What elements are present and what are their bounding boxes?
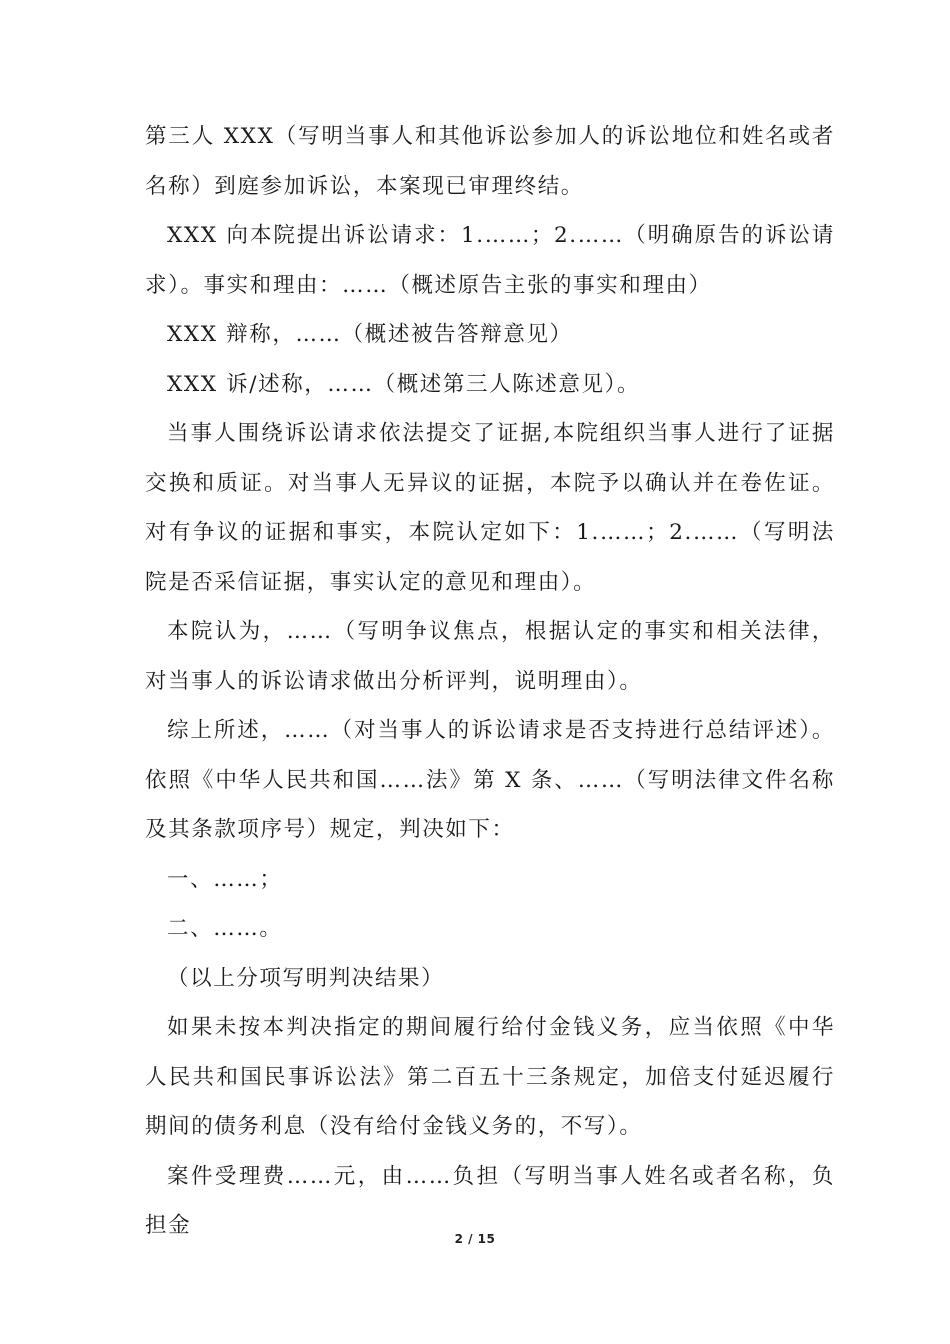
paragraph-late-payment: 如果未按本判决指定的期间履行给付金钱义务，应当依照《中华人民共和国民事诉讼法》第二百五十三条规定，加倍支付延迟履行期间的债务利息（没有给付金钱义务的，不写）。 bbox=[145, 1015, 835, 1139]
paragraph-judgment-item-1: 一、……； bbox=[167, 866, 283, 892]
paragraph-evidence: 当事人围绕诉讼请求依法提交了证据,本院组织当事人进行了证据交换和质证。对当事人无异议的证据，本院予以确认并在卷佐证。对有争议的证据和事实，本院认定如下：1.……；2.……（写明法院是否采信证据，事实认定的意见和理由）。 bbox=[145, 421, 835, 595]
paragraph-court-opinion: 本院认为，……（写明争议焦点，根据认定的事实和相关法律，对当事人的诉讼请求做出分析评判，说明理由）。 bbox=[145, 619, 835, 694]
paragraph-judgment-item-2: 二、……。 bbox=[167, 916, 283, 941]
paragraph-third-party-statement: XXX 诉/述称，……（概述第三人陈述意见）。 bbox=[167, 371, 641, 397]
document-body bbox=[145, 112, 835, 1251]
page-number: 2 / 15 bbox=[454, 1232, 496, 1246]
paragraph-third-party: 第三人 XXX（写明当事人和其他诉讼参加人的诉讼地位和姓名或者名称）到庭参加诉讼，本案现已审理终结。 bbox=[145, 124, 835, 199]
paragraph-judgment-note: （以上分项写明判决结果） bbox=[167, 965, 445, 991]
paragraph-summary: 综上所述，……（对当事人的诉讼请求是否支持进行总结评述）。依照《中华人民共和国……法》第 X 条、……（写明法律文件名称及其条款项序号）规定，判决如下： bbox=[145, 718, 835, 842]
paragraph-case-fee: 案件受理费……元，由……负担（写明当事人姓名或者名称，负担金 bbox=[145, 1163, 835, 1238]
paragraph-defendant-reply: XXX 辩称，……（概述被告答辩意见） bbox=[167, 322, 573, 347]
paragraph-plaintiff-claims: XXX 向本院提出诉讼请求：1.……；2.……（明确原告的诉讼请求）。事实和理由：……（概述原告主张的事实和理由） bbox=[145, 223, 835, 298]
